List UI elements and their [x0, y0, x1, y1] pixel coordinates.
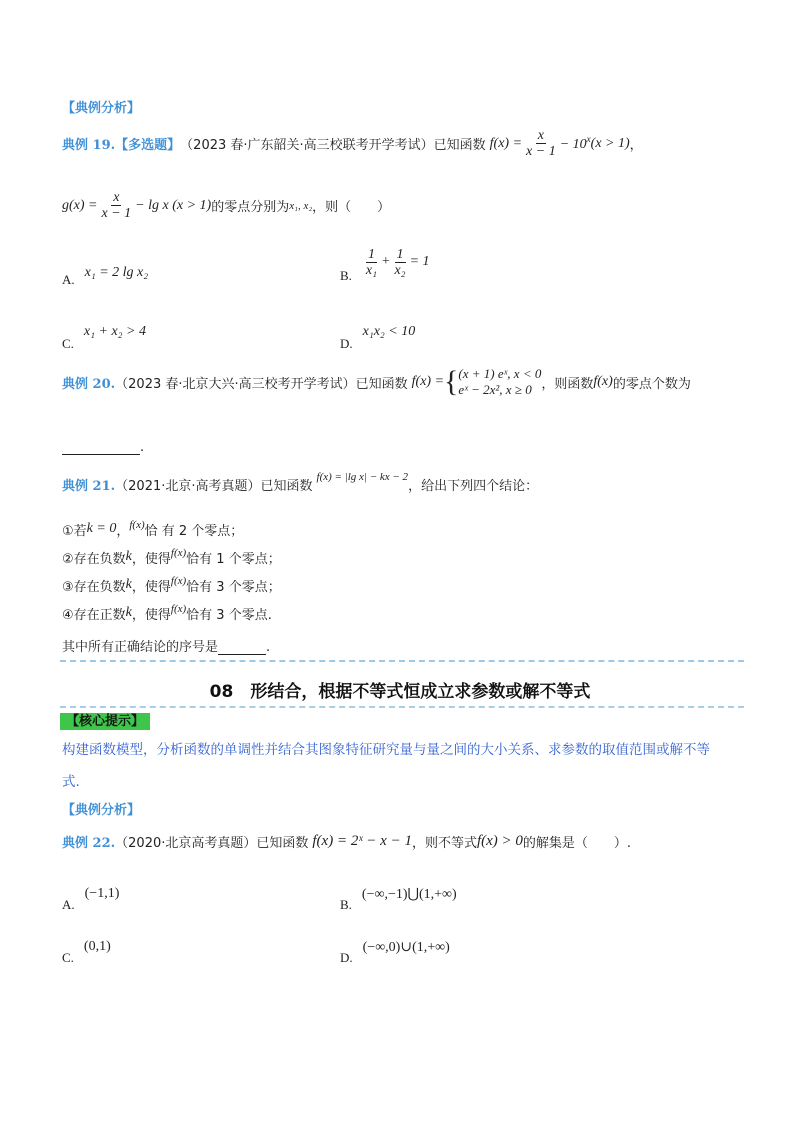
example-22-tail2: 的解集是（ ）.	[522, 836, 632, 851]
section-08-title: 08 形结合，根据不等式恒成立求参数或解不等式	[209, 682, 591, 702]
option-d-label: D.	[340, 336, 353, 351]
example-21-function: f(x) = |lg x| − kx − 2	[316, 470, 409, 483]
period: .	[140, 440, 145, 455]
option-b-frac-1: $\frac{1}{\text{x₁}}$	[365, 246, 378, 278]
example-21-conclusions	[62, 515, 281, 655]
example-19-g-line	[62, 190, 390, 221]
option-b-label: B.	[340, 268, 352, 283]
comma: ，	[629, 138, 643, 153]
conclusion-item: ①若 k = 0 ， f(x) 恰 有 2 个零点；	[62, 519, 244, 539]
example-22	[62, 832, 631, 851]
example-19-option-d	[340, 312, 415, 352]
option-a-label: A.	[62, 272, 75, 287]
example-19-f-tail: − $10^x$	[559, 134, 591, 152]
example-19-g-fraction: $\frac{x}{x - 1}$	[101, 190, 132, 221]
example-19-g-lhs: g(x) =	[62, 197, 98, 213]
answer-blank[interactable]	[62, 440, 140, 455]
option-c-label: C.	[62, 336, 74, 351]
example-22-source: （2020·北京高考真题）已知函数	[115, 836, 309, 851]
example-19-f-lhs: f(x) =	[489, 135, 523, 151]
example-21	[62, 470, 539, 494]
example-20-label: 典例 20.	[62, 376, 116, 392]
example-20-f-lhs: f(x) =	[411, 374, 445, 389]
example-21-label: 典例 21.	[62, 479, 116, 494]
option-d-formula: x₁x₂ < 10	[362, 324, 416, 339]
multi-select-tag: 【多选题】	[115, 138, 181, 153]
example-19-label: 典例 19.	[62, 138, 116, 153]
example-19-option-a	[62, 258, 148, 288]
option-a-formula: x₁ = 2 lg x₂	[84, 265, 149, 280]
example-22-inequality: f(x) > 0	[476, 833, 523, 849]
example-22-function: f(x) = 2ˣ − x − 1	[312, 833, 412, 849]
example-19-option-b: B. $\frac{1}{\text{x₁}}$ + $\frac{1}{\text{x₂}}$ = 1	[340, 246, 430, 283]
section-heading-analysis: 【典例分析】	[62, 803, 141, 818]
section-divider-top	[60, 660, 744, 662]
conclusion-item: ③存在负数 k ，使得 f(x) 恰有 3 个零点；	[62, 575, 281, 595]
example-19-g-tail: − lg x (x > 1)	[135, 197, 212, 213]
example-22-label: 典例 22.	[62, 836, 116, 851]
example-22-option-d: D. (−∞,0)∪(1,+∞)	[340, 939, 450, 965]
example-22-option-b: B. (−∞,−1)⋃(1,+∞)	[340, 886, 457, 912]
example-22-option-a: A. (−1,1)	[62, 886, 120, 912]
example-19-then: ，则（ ）	[312, 200, 391, 215]
option-c-formula: x₁ + x₂ > 4	[83, 324, 146, 339]
example-19-f-condition: (x > 1)	[590, 135, 630, 151]
conclusion-item: ④存在正数 k ，使得 f(x) 恰有 3 个零点.	[62, 603, 272, 623]
example-20-piecewise: (x + 1) eˣ, x < 0 eˣ − 2x², x ≥ 0	[458, 366, 542, 397]
example-20-source: （2023 春·北京大兴·高三校考开学考试）已知函数	[115, 376, 408, 392]
core-hint-text-line-2: 式.	[62, 774, 80, 790]
option-b-frac-2: $\frac{1}{\text{x₂}}$	[394, 246, 406, 278]
section-divider-bottom	[60, 706, 744, 708]
example-21-tail: ，给出下列四个结论：	[408, 479, 539, 494]
example-21-source: （2021·北京·高考真题）已知函数	[115, 479, 313, 494]
example-22-option-c: C. (0,1)	[62, 939, 111, 965]
example-20-tail: ，则函数	[541, 376, 594, 392]
brace-icon: {	[444, 365, 459, 398]
core-hint-badge: 【核心提示】	[60, 710, 150, 729]
example-19-source: （2023 春·广东韶关·高三校联考开学考试）已知函数	[180, 138, 486, 153]
answer-blank[interactable]	[218, 640, 266, 655]
example-19-f-fraction: $\frac{x}{x - 1}$	[526, 128, 556, 159]
example-20-answer-line	[62, 440, 144, 455]
example-19-option-c	[62, 312, 146, 352]
example-20	[62, 366, 691, 398]
section-heading-analysis: 【典例分析】	[62, 101, 141, 116]
core-hint-text-line-1: 构建函数模型，分析函数的单调性并结合其图象特征研究量与量之间的大小关系、求参数的取值范围或解不等	[62, 742, 710, 758]
example-22-tail: ，则不等式	[411, 836, 477, 851]
example-19-zeros: x₁, x₂	[289, 199, 313, 212]
example-19-zeros-text: 的零点分别为	[211, 200, 290, 215]
conclusion-item: ②存在负数 k ，使得 f(x) 恰有 1 个零点；	[62, 547, 281, 567]
example-19-header	[62, 128, 643, 159]
example-20-fx: f(x)	[593, 374, 613, 389]
example-21-question: 其中所有正确结论的序号是 .	[62, 640, 271, 655]
option-b-tail: = 1	[409, 254, 430, 269]
example-20-tail2: 的零点个数为	[612, 376, 691, 392]
